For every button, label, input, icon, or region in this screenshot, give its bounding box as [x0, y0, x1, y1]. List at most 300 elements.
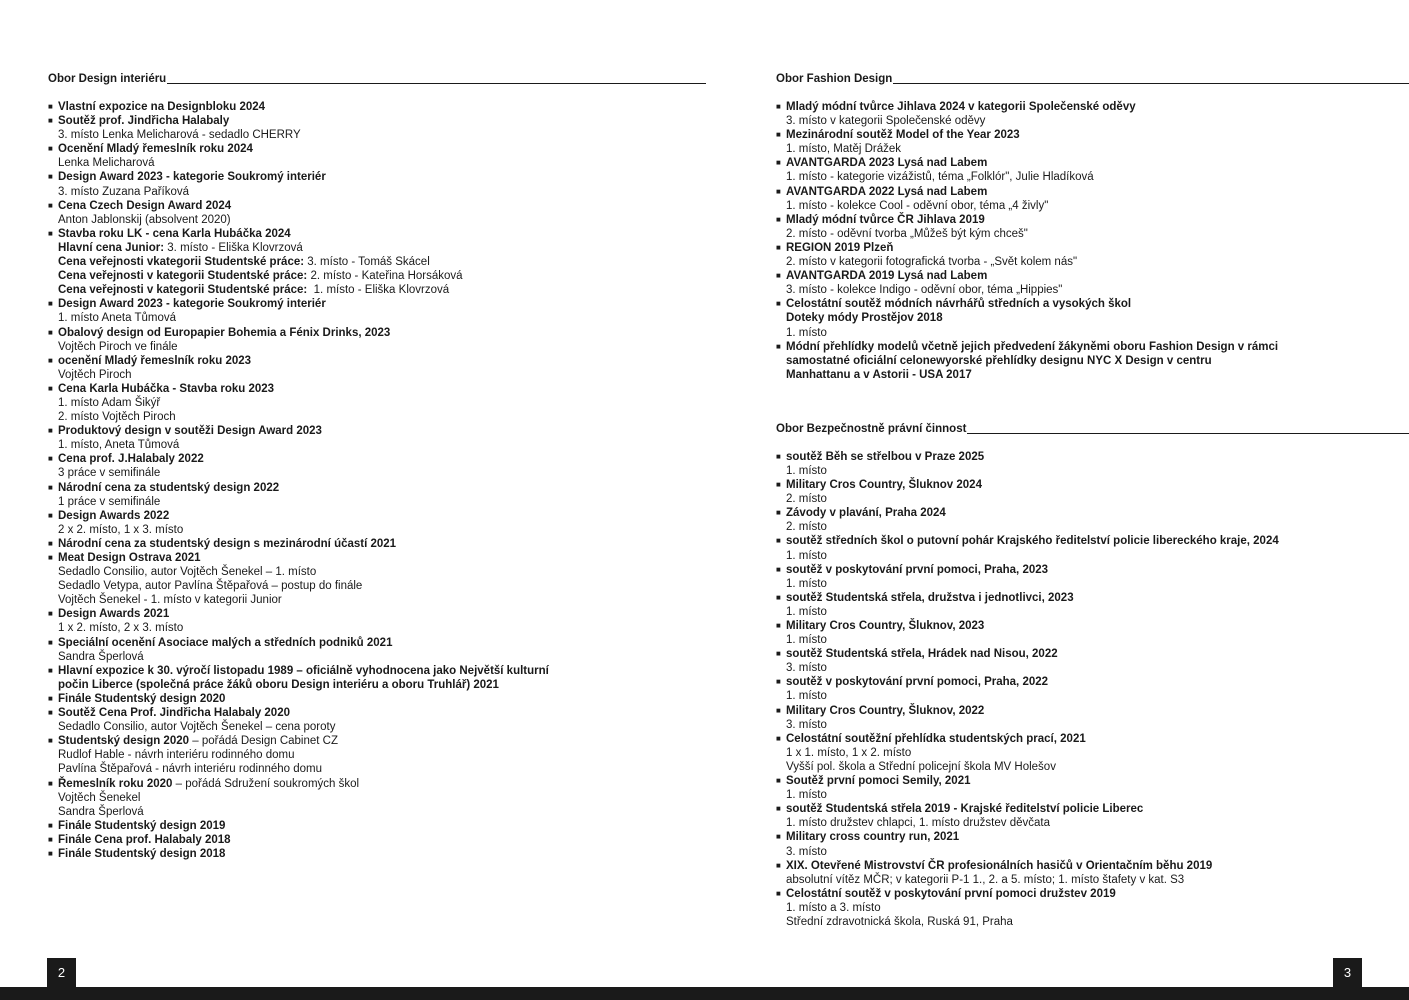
item-detail: [48, 241, 706, 255]
item-title-text: Military Cros Country, Šluknov, 2022: [786, 704, 985, 717]
detail-value: 3. místo - Eliška Klovrzová: [164, 241, 303, 254]
item-title-text: Obalový design od Europapier Bohemia a Fénix Drinks, 2023: [58, 326, 391, 339]
list-item: [48, 847, 706, 861]
section-design-interieru: [48, 72, 706, 861]
item-title: [58, 326, 390, 340]
item-title: [58, 170, 326, 184]
item-title-text: Celostátní soutěžní přehlídka studentských prací, 2021: [786, 732, 1086, 745]
list-item-title-row: [48, 847, 706, 861]
item-title: [786, 100, 1136, 114]
list-item-title-row: [776, 802, 1409, 816]
item-title: [786, 450, 984, 464]
bullet-icon: ■: [776, 186, 781, 196]
item-detail: [48, 269, 706, 283]
item-title-text: soutěž Studentská střela, družstva i jednotlivci, 2023: [786, 591, 1074, 604]
list-item: [48, 114, 706, 142]
bullet-icon: ■: [48, 778, 53, 788]
list-item: [776, 591, 1409, 619]
item-title: [786, 563, 1048, 577]
item-title: [58, 100, 265, 114]
item-title: [58, 819, 225, 833]
left-column: [48, 72, 706, 861]
item-detail: 3. místo: [786, 718, 827, 731]
item-title-text: Módní přehlídky modelů včetně jejich předvedení žákyněmi oboru Fashion Design v rámci samostatné oficiální celonewyorské přehlídky designu NYC X Design v centru Manhattanu a v Astorii - USA 2017: [786, 340, 1279, 381]
item-title: [58, 382, 274, 396]
item-title-text: Speciální ocenění Asociace malých a středních podniků 2021: [58, 636, 393, 649]
item-detail: 1. místo: [786, 549, 827, 562]
list-item-title-row: [776, 213, 1409, 227]
section-heading: Obor Design interiéru: [48, 73, 167, 85]
item-detail: Sedadlo Vetypa, autor Pavlína Štěpařová – postup do finále: [58, 580, 363, 593]
list-item: [776, 185, 1409, 213]
list-item-title-row: [776, 887, 1409, 901]
item-detail: 1. místo, Aneta Tůmová: [58, 439, 180, 452]
item-detail: Vojtěch Šenekel - 1. místo v kategorii Junior: [58, 594, 282, 607]
bullet-icon: ■: [48, 665, 53, 675]
list-item: [776, 478, 1409, 506]
item-title: [786, 887, 1116, 901]
list-item-title-row: [776, 647, 1409, 661]
item-title-text: Národní cena za studentský design s mezinárodní účastí 2021: [58, 537, 397, 550]
list-item-title-row: [776, 478, 1409, 492]
section-heading-row: [48, 72, 706, 86]
item-title-text: Soutěž první pomoci Semily, 2021: [786, 775, 971, 788]
list-item-title-row: [776, 450, 1409, 464]
item-detail: Vojtěch Šenekel: [58, 791, 141, 804]
item-title: [786, 774, 970, 788]
list-item: [776, 563, 1409, 591]
bullet-icon: ■: [776, 158, 781, 168]
bullet-icon: ■: [48, 172, 53, 182]
list-item: [776, 859, 1409, 887]
item-title: [58, 833, 231, 847]
item-title: [58, 777, 359, 791]
item-detail: 2. místo - oděvní tvorba „Můžeš být kým chceš": [786, 227, 1028, 240]
item-detail: 1. místo - kolekce Cool - oděvní obor, téma „4 živly": [786, 199, 1049, 212]
detail-label: Cena veřejnosti vkategorii Studentské práce:: [58, 256, 305, 269]
list-item-title-row: [48, 114, 706, 128]
item-title-text: Národní cena za studentský design 2022: [58, 481, 280, 494]
award-list: [48, 100, 706, 861]
list-item-title-row: [48, 326, 706, 340]
item-title-text: Military Cros Country, Šluknov 2024: [786, 479, 982, 492]
list-item-title-row: [776, 591, 1409, 605]
bullet-icon: ■: [776, 776, 781, 786]
bullet-icon: ■: [48, 228, 53, 238]
list-item-title-row: [48, 537, 706, 551]
bullet-icon: ■: [48, 299, 53, 309]
item-detail: Pavlína Štěpařová - návrh interiéru rodinného domu: [58, 763, 323, 776]
item-title: [58, 664, 549, 692]
award-list: [776, 450, 1409, 929]
item-title: [786, 675, 1048, 689]
bullet-icon: ■: [48, 144, 53, 154]
list-item: [48, 354, 706, 382]
list-item: [48, 199, 706, 227]
item-title: [786, 185, 987, 199]
item-title-text: Design Awards 2022: [58, 509, 170, 522]
list-item-title-row: [48, 452, 706, 466]
list-item-title-row: [48, 819, 706, 833]
item-title: [58, 551, 201, 565]
item-detail: Střední zdravotnická škola, Ruská 91, Praha: [786, 915, 1013, 928]
item-detail: absolutní vítěz MČR; v kategorii P-1 1., 2. a 5. místo; 1. místo štafety v kat. S3: [786, 873, 1185, 886]
list-item: [776, 213, 1409, 241]
item-detail: 1. místo: [786, 634, 827, 647]
list-item: [48, 227, 706, 297]
bullet-icon: ■: [776, 299, 781, 309]
bullet-icon: ■: [776, 564, 781, 574]
item-title-text: Soutěž prof. Jindřicha Halabaly: [58, 115, 230, 128]
item-title: [786, 619, 984, 633]
bullet-icon: ■: [776, 705, 781, 715]
item-detail: 1. místo: [786, 605, 827, 618]
item-detail: 1. místo: [786, 577, 827, 590]
list-item: [776, 704, 1409, 732]
item-title: [786, 478, 982, 492]
bullet-icon: ■: [776, 130, 781, 140]
item-detail: 1. místo Aneta Tůmová: [58, 312, 177, 325]
item-title-text: Mladý módní tvůrce Jihlava 2024 v kategorii Společenské oděvy: [786, 101, 1136, 113]
item-detail: Sandra Šperlová: [58, 650, 144, 663]
item-title: [58, 424, 322, 438]
list-item-title-row: [48, 509, 706, 523]
item-title-text: XIX. Otevřené Mistrovství ČR profesionálních hasičů v Orientačním běhu 2019: [786, 859, 1213, 872]
item-detail: 1 x 2. místo, 2 x 3. místo: [58, 622, 184, 635]
item-title-text: Meat Design Ostrava 2021: [58, 552, 201, 564]
list-item-title-row: [48, 100, 706, 114]
bullet-icon: ■: [776, 271, 781, 281]
list-item: [48, 170, 706, 198]
list-item-title-row: [776, 534, 1409, 548]
item-title-text: Studentský design 2020: [58, 735, 190, 748]
item-detail: 1. místo: [786, 326, 827, 339]
item-title-text: Celostátní soutěž v poskytování první pomoci družstev 2019: [786, 887, 1116, 900]
bullet-icon: ■: [48, 327, 53, 337]
item-title: [58, 537, 396, 551]
bullet-icon: ■: [48, 848, 53, 858]
bullet-icon: ■: [48, 426, 53, 436]
list-item: [48, 142, 706, 170]
item-title-text: Produktový design v soutěži Design Award 2023: [58, 425, 322, 438]
list-item: [776, 100, 1409, 128]
bullet-icon: ■: [776, 508, 781, 518]
item-title-text: Závody v plavání, Praha 2024: [786, 507, 946, 520]
list-item: [48, 537, 706, 551]
item-detail: 3. místo - kolekce Indigo - oděvní obor, téma „Hippies": [786, 284, 1063, 297]
item-title-text: Cena Karla Hubáčka - Stavba roku 2023: [58, 382, 275, 395]
item-detail: [48, 283, 706, 297]
item-title-text: Stavba roku LK - cena Karla Hubáčka 2024: [58, 227, 291, 240]
item-detail: 1. místo družstev chlapci, 1. místo družstev děvčata: [786, 817, 1050, 830]
item-title-text: Mezinárodní soutěž Model of the Year 2023: [786, 129, 1020, 142]
bullet-icon: ■: [776, 102, 781, 111]
detail-value: 1. místo - Eliška Klovrzová: [307, 284, 450, 297]
item-title-text: Celostátní soutěž módních návrhářů středních a vysokých škol Doteky módy Prostějov 2018: [786, 298, 1132, 325]
list-item-title-row: [48, 227, 706, 241]
item-detail: 3. místo Lenka Melicharová - sedadlo CHERRY: [58, 129, 301, 142]
item-title-text: soutěž Studentská střela, Hrádek nad Nisou, 2022: [786, 648, 1058, 661]
list-item-title-row: [776, 128, 1409, 142]
item-title: [58, 636, 392, 650]
bullet-icon: ■: [48, 116, 53, 126]
list-item: [776, 128, 1409, 156]
list-item: [48, 636, 706, 664]
list-item-title-row: [48, 833, 706, 847]
item-title: [58, 114, 229, 128]
section-heading: Obor Bezpečnostně právní činnost: [776, 422, 967, 435]
item-title: [58, 142, 253, 156]
list-item-title-row: [776, 185, 1409, 199]
item-title: [58, 509, 169, 523]
list-item: [48, 382, 706, 424]
item-title: [58, 481, 279, 495]
item-title: [786, 591, 1074, 605]
item-title: [786, 647, 1058, 661]
list-item: [48, 819, 706, 833]
item-detail: 1. místo: [786, 690, 827, 703]
list-item: [48, 509, 706, 537]
bullet-icon: ■: [776, 804, 781, 814]
list-item-title-row: [48, 481, 706, 495]
list-item: [776, 269, 1409, 297]
list-item-title-row: [48, 199, 706, 213]
list-item-title-row: [776, 156, 1409, 170]
bullet-icon: ■: [776, 480, 781, 490]
item-title-text: AVANTGARDA 2019 Lysá nad Labem: [786, 270, 988, 283]
list-item-title-row: [776, 774, 1409, 788]
list-item: [48, 452, 706, 480]
item-title-note: – pořádá Design Cabinet CZ: [189, 735, 338, 748]
heading-rule: [167, 83, 706, 84]
item-detail: 1 práce v semifinále: [58, 495, 161, 508]
item-title-text: AVANTGARDA 2023 Lysá nad Labem: [786, 157, 988, 170]
list-item: [48, 664, 706, 692]
item-detail: 2. místo Vojtěch Piroch: [58, 411, 176, 424]
list-item-title-row: [776, 241, 1409, 255]
list-item: [48, 706, 706, 734]
list-item: [48, 833, 706, 847]
item-detail: 1. místo Adam Šikýř: [58, 396, 161, 409]
item-title-text: soutěž v poskytování první pomoci, Praha, 2023: [786, 563, 1049, 576]
bullet-icon: ■: [776, 649, 781, 659]
item-title: [786, 213, 985, 227]
item-title: [58, 354, 251, 368]
bullet-icon: ■: [48, 553, 53, 562]
item-title-text: Mladý módní tvůrce ČR Jihlava 2019: [786, 213, 985, 226]
item-detail: 2. místo v kategorii fotografická tvorba - „Svět kolem nás": [786, 256, 1078, 269]
list-item: [776, 619, 1409, 647]
item-title: [58, 706, 290, 720]
detail-label: Cena veřejnosti v kategorii Studentské práce:: [58, 284, 308, 297]
right-column: [776, 72, 1409, 929]
item-title: [58, 452, 204, 466]
heading-rule: [967, 433, 1409, 434]
bullet-icon: ■: [776, 451, 781, 461]
item-detail: Sedadlo Consilio, autor Vojtěch Šenekel – 1. místo: [58, 566, 317, 579]
item-title-text: Řemeslník roku 2020: [58, 777, 173, 790]
item-title: [58, 297, 326, 311]
section-heading: Obor Fashion Design: [776, 73, 893, 85]
list-item: [48, 424, 706, 452]
bullet-icon: ■: [48, 609, 53, 619]
list-item: [48, 551, 706, 607]
item-detail: 3. místo: [786, 845, 827, 858]
list-item-title-row: [48, 424, 706, 438]
item-title-text: Military cross country run, 2021: [786, 831, 960, 844]
item-detail: 1. místo - kategorie vizážistů, téma „Folklór", Julie Hladíková: [786, 171, 1094, 184]
list-item: [48, 481, 706, 509]
list-item-title-row: [48, 692, 706, 706]
item-detail: 3. místo v kategorii Společenské oděvy: [786, 115, 986, 128]
bullet-icon: ■: [776, 888, 781, 898]
list-item: [776, 675, 1409, 703]
item-title-text: soutěž středních škol o putovní pohár Krajského ředitelství policie libereckého kraje, 2024: [786, 535, 1279, 548]
item-title: [786, 534, 1279, 548]
page-number-left: 2: [47, 958, 76, 987]
item-detail: Vojtěch Piroch: [58, 368, 132, 381]
bullet-icon: ■: [48, 454, 53, 464]
section-heading-row: [776, 422, 1409, 436]
item-title-text: Finále Studentský design 2020: [58, 692, 226, 705]
item-title: [58, 199, 231, 213]
item-detail: Vyšší pol. škola a Střední policejní škola MV Holešov: [786, 760, 1056, 773]
list-item-title-row: [48, 734, 706, 748]
item-title-text: ocenění Mladý řemeslník roku 2023: [58, 354, 252, 367]
list-item-title-row: [776, 704, 1409, 718]
item-title-text: Design Award 2023 - kategorie Soukromý interiér: [58, 298, 326, 311]
item-title-text: Design Award 2023 - kategorie Soukromý interiér: [58, 171, 326, 184]
bullet-icon: ■: [776, 733, 781, 743]
item-detail: 1. místo, Matěj Drážek: [786, 143, 902, 156]
item-detail: 2. místo: [786, 493, 827, 506]
bullet-icon: ■: [48, 820, 53, 830]
item-title-text: soutěž Běh se střelbou v Praze 2025: [786, 450, 985, 463]
item-detail: Sandra Šperlová: [58, 805, 144, 818]
list-item-title-row: [776, 100, 1409, 114]
list-item: [776, 887, 1409, 929]
footer-bar: [0, 987, 1409, 1000]
section-heading-row: [776, 72, 1409, 86]
list-item: [776, 647, 1409, 675]
list-item: [776, 297, 1409, 339]
list-item: [48, 326, 706, 354]
item-title-text: Cena Czech Design Award 2024: [58, 199, 232, 212]
item-title-text: soutěž Studentská střela 2019 - Krajské ředitelství policie Liberec: [786, 803, 1144, 816]
bullet-icon: ■: [776, 242, 781, 252]
list-item-title-row: [776, 859, 1409, 873]
item-detail: Sedadlo Consilio, autor Vojtěch Šenekel – cena poroty: [58, 721, 336, 734]
item-title-text: Design Awards 2021: [58, 608, 170, 621]
bullet-icon: ■: [776, 621, 781, 630]
list-item-title-row: [776, 732, 1409, 746]
list-item-title-row: [48, 142, 706, 156]
bullet-icon: ■: [48, 538, 53, 548]
list-item: [776, 450, 1409, 478]
list-item: [776, 506, 1409, 534]
item-title: [786, 241, 893, 255]
bullet-icon: ■: [776, 341, 781, 351]
list-item: [776, 802, 1409, 830]
item-title-text: Military Cros Country, Šluknov, 2023: [786, 620, 985, 632]
item-title-text: AVANTGARDA 2022 Lysá nad Labem: [786, 185, 988, 198]
list-item-title-row: [48, 354, 706, 368]
item-title: [786, 506, 946, 520]
list-item: [776, 534, 1409, 562]
item-detail: 3. místo Zuzana Paříková: [58, 185, 190, 198]
item-title: [786, 830, 959, 844]
heading-rule: [893, 83, 1409, 84]
list-item-title-row: [776, 563, 1409, 577]
item-title-text: Finále Studentský design 2018: [58, 847, 226, 860]
item-title: [786, 704, 984, 718]
bullet-icon: ■: [776, 214, 781, 224]
detail-value: 2. místo - Kateřina Horsáková: [307, 270, 463, 283]
bullet-icon: ■: [48, 482, 53, 492]
list-item-title-row: [776, 297, 1409, 325]
list-item: [48, 734, 706, 776]
list-item-title-row: [48, 777, 706, 791]
list-item-title-row: [48, 636, 706, 650]
page-number-right: 3: [1333, 958, 1362, 987]
list-item-title-row: [48, 607, 706, 621]
item-detail: 3 práce v semifinále: [58, 467, 161, 480]
list-item-title-row: [48, 297, 706, 311]
list-item-title-row: [776, 506, 1409, 520]
item-title-text: Soutěž Cena Prof. Jindřicha Halabaly 2020: [58, 707, 290, 720]
detail-label: Hlavní cena Junior:: [58, 241, 165, 254]
section-fashion-design: [776, 72, 1409, 382]
item-detail: Lenka Melicharová: [58, 157, 155, 170]
list-item-title-row: [48, 382, 706, 396]
list-item: [48, 692, 706, 706]
item-title: [58, 607, 169, 621]
award-list: [776, 100, 1409, 382]
bullet-icon: ■: [776, 860, 781, 870]
item-detail: 1. místo a 3. místo: [786, 901, 881, 914]
item-title: [786, 156, 987, 170]
item-title: [58, 692, 225, 706]
list-item: [48, 777, 706, 819]
item-title: [58, 847, 225, 861]
list-item-title-row: [776, 340, 1409, 382]
list-item-title-row: [48, 706, 706, 720]
item-title-text: soutěž v poskytování první pomoci, Praha, 2022: [786, 676, 1049, 689]
item-title-text: Cena prof. J.Halabaly 2022: [58, 453, 204, 466]
list-item: [48, 297, 706, 325]
bullet-icon: ■: [48, 510, 53, 520]
list-item: [776, 156, 1409, 184]
list-item: [776, 830, 1409, 858]
list-item: [776, 241, 1409, 269]
detail-label: Cena veřejnosti v kategorii Studentské práce:: [58, 270, 308, 283]
list-item-title-row: [776, 619, 1409, 633]
bullet-icon: ■: [776, 677, 781, 687]
bullet-icon: ■: [48, 637, 53, 647]
item-title: [58, 734, 338, 748]
item-title: [786, 859, 1212, 873]
list-item-title-row: [776, 675, 1409, 689]
bullet-icon: ■: [48, 355, 53, 365]
bullet-icon: ■: [776, 832, 781, 842]
item-title: [786, 732, 1086, 746]
section-bezpecnostne-pravni: [776, 422, 1409, 929]
bullet-icon: ■: [48, 102, 53, 111]
item-title: [786, 297, 1131, 325]
item-title-note: – pořádá Sdružení soukromých škol: [172, 777, 360, 790]
item-title: [786, 269, 987, 283]
item-title: [786, 340, 1278, 382]
